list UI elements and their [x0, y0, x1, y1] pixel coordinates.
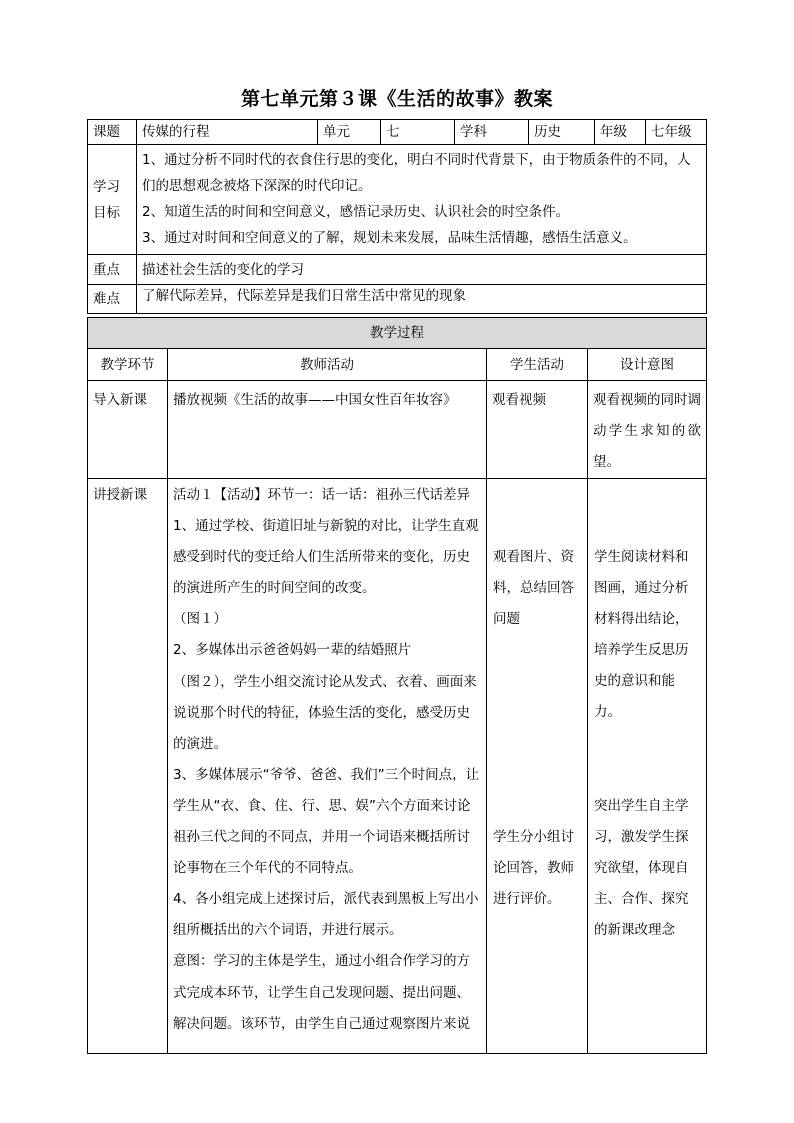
- difficult-label: 难点: [88, 285, 137, 314]
- objective-item: 2、知道生活的时间和空间意义，感悟记录历史、认识社会的时空条件。: [142, 204, 570, 220]
- design-intent-1: 学生阅读材料和图画，通过分析材料得出结论，培养学生反思历史的意识和能力。: [594, 549, 689, 720]
- teacher-step: （图２），学生小组交流讨论从发式、衣着、画面来说说那个时代的特征，体验生活的变化，感受历史的演进。: [173, 673, 477, 752]
- unit-value: 七: [381, 120, 455, 145]
- student-activity-2: 学生分小组讨论回答，教师进行评价。: [493, 829, 574, 907]
- intro-stage: 导入新课: [88, 381, 168, 479]
- new-teacher-cell: [168, 479, 487, 1054]
- subject-value: 历史: [529, 120, 595, 145]
- intro-teacher: 播放视频《生活的故事——中国女性百年妆容》: [168, 381, 487, 479]
- grade-value: 七年级: [646, 120, 707, 145]
- process-table: [87, 317, 707, 1054]
- design-intent-2: 突出学生自主学习，激发学生探究欲望，体现自主、合作、探究的新课改理念: [594, 798, 689, 938]
- intro-design: 观看视频的同时调动学生求知的欲望。: [588, 381, 707, 479]
- teacher-step: 意图：学习的主体是学生，通过小组合作学习的方式完成本环节，让学生自己发现问题、提出问题、解决问题。该环节，由学生自己通过观察图片来说: [173, 953, 470, 1032]
- teacher-step: 3、多媒体展示“爷爷、爸爸、我们”三个时间点，让学生从“衣、食、住、行、思、娱”六个方面来讨论祖孙三代之间的不同点，并用一个词语来概括所讨论事物在三个年代的不同特点。: [173, 766, 480, 877]
- objective-item: 1、通过分析不同时代的衣食住行思的变化，明白不同时代背景下，由于物质条件的不同，人们的思想观念被烙下深深的时代印记。: [142, 152, 691, 194]
- teacher-step: 活动１【活动】环节一：话一话：祖孙三代话差异: [173, 487, 470, 503]
- new-stage: 讲授新课: [88, 479, 168, 1054]
- col-header: 学生活动: [487, 349, 588, 381]
- objective-item: 3、通过对时间和空间意义的了解，规划未来发展，品味生活情趣，感悟生活意义。: [142, 230, 637, 246]
- grade-label: 年级: [595, 120, 646, 145]
- topic-value: 传媒的行程: [137, 120, 318, 145]
- objectives-cell: [137, 145, 707, 255]
- key-label: 重点: [88, 255, 137, 285]
- process-heading: 教学过程: [88, 318, 707, 349]
- teacher-step: （图１）: [173, 611, 227, 628]
- info-table: [87, 119, 707, 314]
- difficult-value: 了解代际差异，代际差异是我们日常生活中常见的现象: [137, 285, 707, 314]
- teacher-step: 2、多媒体出示爸爸妈妈一辈的结婚照片: [173, 642, 412, 659]
- intro-student: 观看视频: [487, 381, 588, 479]
- col-header: 设计意图: [588, 349, 707, 381]
- page-title: 第七单元第３课《生活的故事》教案: [240, 88, 553, 110]
- teacher-step: 1、通过学校、街道旧址与新貌的对比，让学生直观感受到时代的变迁给人们生活所带来的变化，历史的演进所产生的时间空间的改变。: [173, 518, 479, 597]
- key-value: 描述社会生活的变化的学习: [137, 255, 707, 285]
- topic-label: 课题: [88, 120, 137, 145]
- new-design-cell: [588, 479, 707, 1054]
- col-header: 教学环节: [88, 349, 168, 381]
- subject-label: 学科: [455, 120, 529, 145]
- student-activity-1: 观看图片、资料，总结回答问题: [493, 549, 574, 627]
- col-header: 教师活动: [168, 349, 487, 381]
- unit-label: 单元: [318, 120, 381, 145]
- objectives-label: 学习目标: [88, 145, 137, 255]
- new-student-cell: [487, 479, 588, 1054]
- teacher-step: 4、各小组完成上述探讨后，派代表到黑板上写出小组所概括出的六个词语，并进行展示。: [173, 891, 479, 939]
